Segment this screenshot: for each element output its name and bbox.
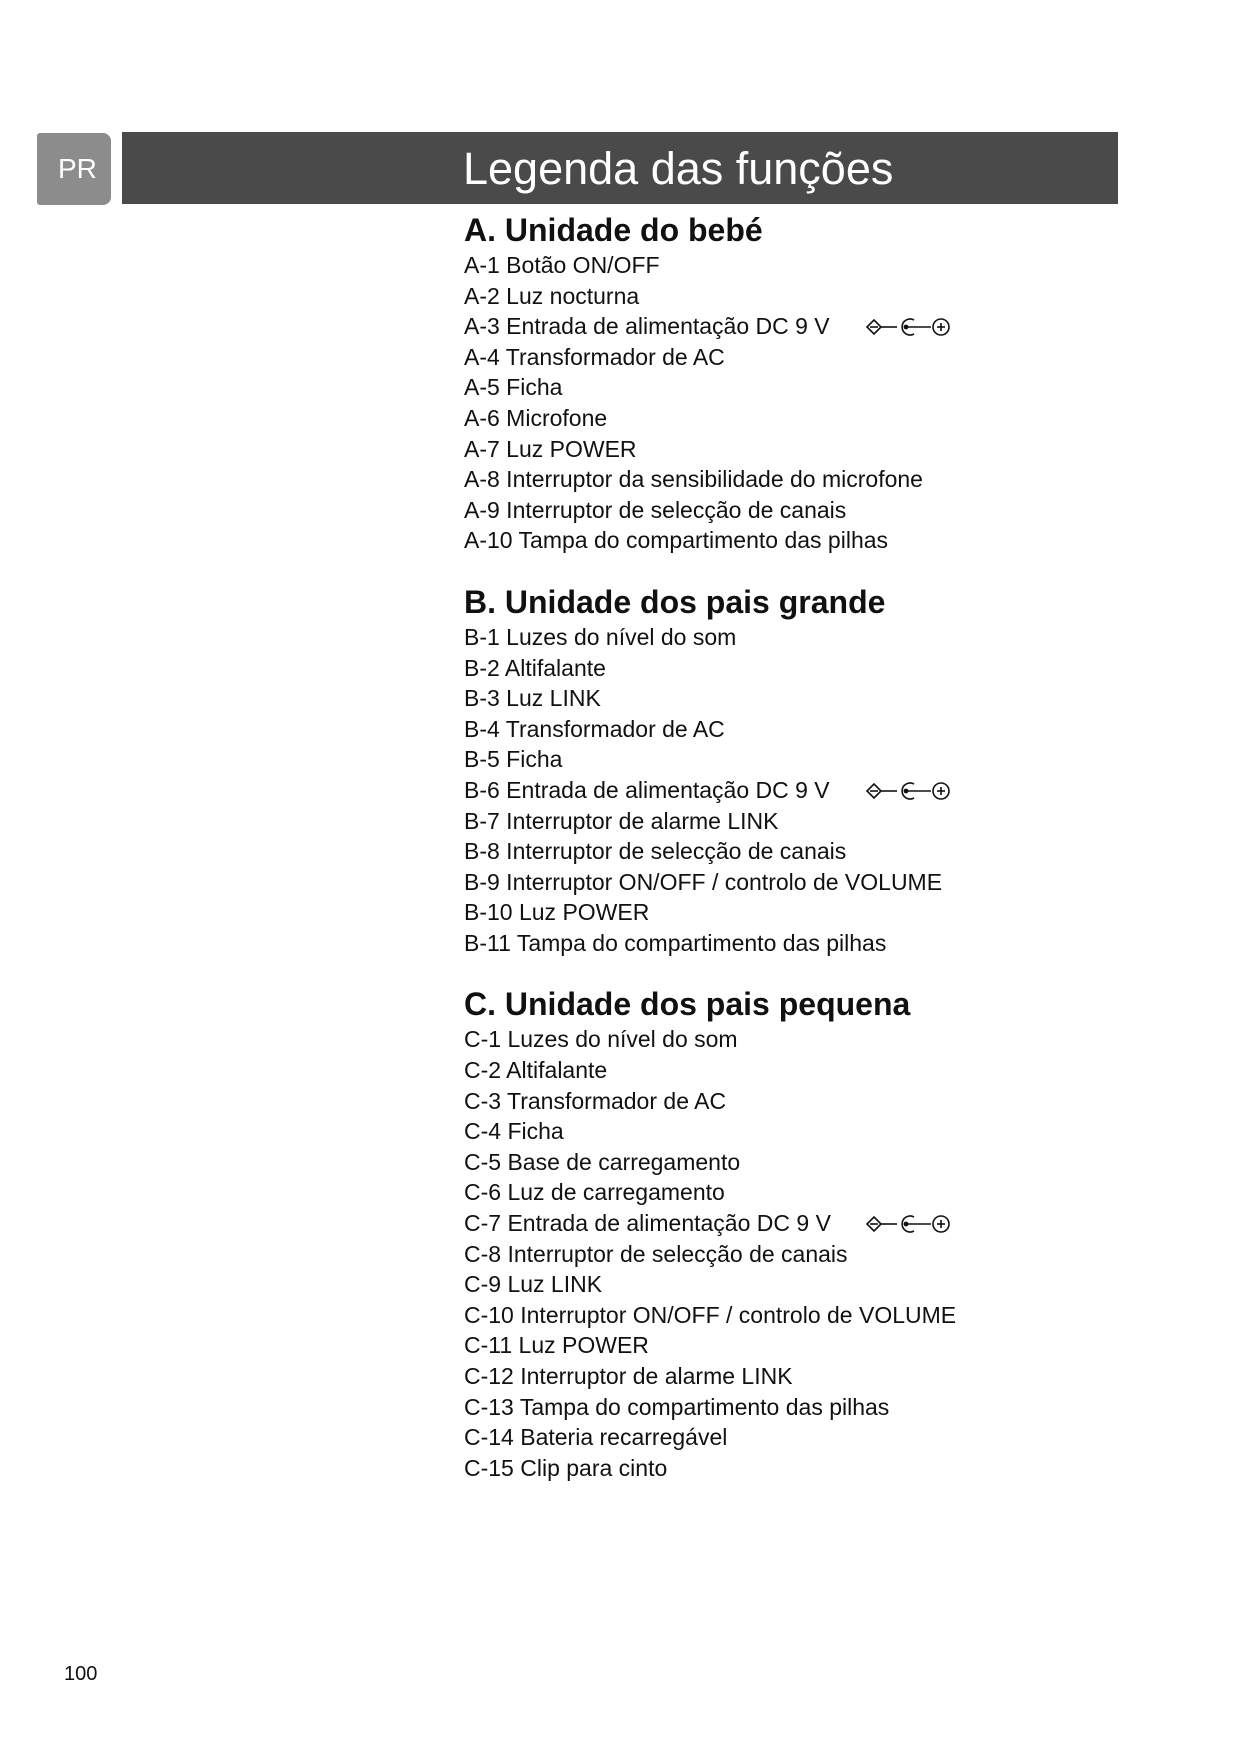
- list-item-power-input: [464, 775, 1104, 806]
- list-item: B-10 Luz POWER: [464, 899, 650, 926]
- dc-polarity-icon: [866, 1213, 954, 1235]
- list-item: A-4 Transformador de AC: [464, 343, 725, 370]
- list-item: B-8 Interruptor de selecção de canais: [464, 838, 847, 865]
- list-item: B-7 Interruptor de alarme LINK: [464, 807, 779, 834]
- list-item: C-6 Luz de carregamento: [464, 1179, 725, 1206]
- section-parent-unit-large: [464, 582, 1104, 959]
- list-item: A-1 Botão ON/OFF: [464, 252, 660, 278]
- section-heading: A. Unidade do bebé: [464, 212, 763, 248]
- list-item: B-5 Ficha: [464, 746, 563, 773]
- list-item: C-15 Clip para cinto: [464, 1454, 668, 1481]
- list-item: A-10 Tampa do compartimento das pilhas: [464, 527, 889, 554]
- list-item: C-11 Luz POWER: [464, 1332, 649, 1359]
- list-item: A-6 Microfone: [464, 404, 608, 431]
- list-item-label: C-7 Entrada de alimentação DC 9 V: [464, 1210, 831, 1237]
- function-legend: [464, 210, 1104, 1483]
- page-number: 100: [64, 1663, 98, 1685]
- section-heading: C. Unidade dos pais pequena: [464, 986, 911, 1023]
- language-tab: PR: [37, 133, 111, 205]
- list-item: C-5 Base de carregamento: [464, 1148, 741, 1175]
- list-item: C-9 Luz LINK: [464, 1271, 603, 1298]
- list-item-power-input: [464, 311, 1104, 342]
- list-item: C-8 Interruptor de selecção de canais: [464, 1240, 848, 1267]
- list-item: B-3 Luz LINK: [464, 685, 601, 712]
- list-item: C-3 Transformador de AC: [464, 1087, 727, 1114]
- list-item-power-input: [464, 1208, 1104, 1239]
- list-item: A-8 Interruptor da sensibilidade do microfone: [464, 466, 923, 493]
- list-item: B-2 Altifalante: [464, 654, 606, 681]
- dc-polarity-icon: [866, 780, 954, 802]
- list-item: B-1 Luzes do nível do som: [464, 623, 737, 650]
- section-heading: B. Unidade dos pais grande: [464, 583, 886, 620]
- list-item: B-9 Interruptor ON/OFF / controlo de VOLUME: [464, 868, 943, 895]
- list-item: C-13 Tampa do compartimento das pilhas: [464, 1393, 890, 1420]
- list-item-label: A-3 Entrada de alimentação DC 9 V: [464, 313, 830, 340]
- list-item: C-1 Luzes do nível do som: [464, 1026, 738, 1053]
- list-item: A-2 Luz nocturna: [464, 282, 640, 309]
- list-item-label: B-6 Entrada de alimentação DC 9 V: [464, 776, 830, 803]
- list-item: A-9 Interruptor de selecção de canais: [464, 496, 847, 523]
- list-item: A-5 Ficha: [464, 374, 563, 401]
- list-item: C-4 Ficha: [464, 1118, 564, 1145]
- dc-polarity-icon: [866, 316, 954, 338]
- list-item: B-11 Tampa do compartimento das pilhas: [464, 929, 887, 956]
- list-item: C-14 Bateria recarregável: [464, 1424, 728, 1451]
- list-item: B-4 Transformador de AC: [464, 715, 725, 742]
- page-title: Legenda das funções: [463, 143, 894, 194]
- section-parent-unit-small: [464, 984, 1104, 1483]
- list-item: C-12 Interruptor de alarme LINK: [464, 1363, 793, 1389]
- title-bar: [122, 132, 1118, 204]
- list-item: C-10 Interruptor ON/OFF / controlo de VOLUME: [464, 1301, 957, 1328]
- list-item: A-7 Luz POWER: [464, 435, 637, 462]
- list-item: C-2 Altifalante: [464, 1057, 608, 1084]
- section-baby-unit: [464, 210, 1104, 556]
